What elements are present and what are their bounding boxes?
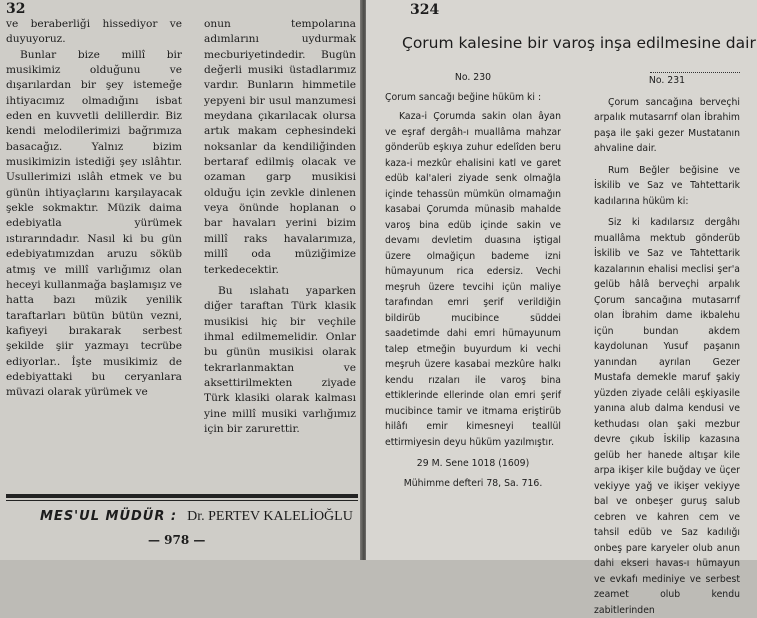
page-title: Çorum kalesine bir varoş inşa edilmesine dair	[402, 34, 756, 52]
editor-label: MES'UL MÜDÜR :	[40, 509, 178, 524]
footer-rule	[6, 494, 358, 498]
document-address: Çorum sancağı beğine hüküm ki :	[385, 91, 542, 103]
page-number: 32	[6, 1, 26, 17]
document-source: Mühimme defteri 78, Sa. 716.	[403, 477, 543, 489]
document-number: No. 231	[648, 75, 686, 86]
document-body: Siz ki kadılarsız dergâhı muallâma mektub gönderüb İskilib ve Saz ve Tahtettarik kazalarının ehalisi meclisi şer'a gelüb hâlâ berveçhi arpalık Çorum sancağına mutasarrıf olan İbrahim dame ikbalehu içün bundan akdem kaydolunan Yusuf paşanın yanından ayrılan Gezer Mustafa demekle maruf şakiy yüzden ziyade celâli eşkiyasile yanına alub dalma kendusi ve kethudası olan şaki mezbur devre çıkub İskilip kazasına gelüb her hanede altışar kile arpa ikişer kile buğday ve üçer vekiyye yağ ve ikişer vekiyye bal ve onbeşer guruş salub cebren ve kahren cem ve tahsil edüb ve Saz kadılığı onbeş pare karyeler olub anun dahi ekseri havas-ı hümayun ve evkafı mediniye ve serbest zeamet olub kendu zabitlerinden	[594, 217, 740, 616]
issue-page-number: — 978 —	[148, 533, 206, 547]
masthead	[40, 509, 353, 525]
left-page	[0, 0, 362, 560]
right-page	[366, 0, 757, 616]
document-body: Kaza-i Çorumda sakin olan âyan ve eşraf dergâh-ı muallâma mahzar gönderüb eşkıya zuhur edelîden beru kaza-i mezkûr ehalisini katl ve garet edüb kal'aleri ziyade senk olmağla içinde tehassün mümkün olmamağın kasabai Çorumda münasib mahalde varoş bina edüb içinde sakin ve devamı devletim duasına iştigal üzere olmağiçun bademe izni hümayunum rica edersiz. Vechi meşruh üzere tevcihi içün maliye tarafından emri şerif verildiğin bildirüb mucibince süddei saadetimde dahi emri hümayunum talep etmeğin buyurdum ki vechi meşruh üzere kasabai mezkûre halkı kendu rızaları ile varoş bina ettiklerinde ellerinde olan emri şerif mucibince tamir ve itmama eriştirüb hilâfı emir kimesneyi teallül ettirmiyesin deyu hüküm yazılmıştır.	[385, 111, 561, 448]
paragraph: ve beraberliği hissediyor ve duyuyoruz.	[6, 18, 182, 46]
document-231	[594, 73, 740, 618]
text-column-2	[204, 17, 356, 437]
paragraph: Bu ıslahatı yaparken diğer taraftan Türk klasik musikisi hiç bir veçhile ihmal edilmemelidir. Onlar bu günün musikisi olarak tekrarlanmaktan ve aksettirilmekten ziyade Türk klasiki olarak kalması yine millî musiki varlığımız için bir zarurettir.	[204, 284, 356, 435]
page-number: 324	[410, 2, 440, 18]
document-number: No. 230	[454, 72, 492, 83]
editor-name: Dr. PERTEV KALELİOĞLU	[187, 509, 353, 524]
paragraph: Bunlar bize millî bir musikimiz olduğunu ve dışarılardan bir şey istemeğe ihtiyacımız olmadığını isbat eden en kuvvetli delillerdir. Biz kendi melodilerimizi bağrımıza basacağız. Yalnız bizim musikimizin istediği şey ıslâhtır. Usullerimizi ıslâh etmek ve bu günün ihtiyaçlarını karşılayacak şekle sokmaktır. Müzik daima edebiyatla yürümek ıstırarındadır. Nasıl ki bu gün edebiyatımızdan aruzu söküb atmış ve millî varlığımız olan heceyi kullanmağa başlamışız ve hatta bazı müzik yenilik taraftarları bütün bütün vezni, kafiyeyi bırakarak serbest şekilde şiir yazmayı tecrübe ediyorlar.. İşte musikimiz de edebiyattaki bu ceryanlara müvazi olarak yürümek ve	[6, 48, 182, 399]
document-body: Çorum sancağına berveçhi arpalık mutasarrıf olan İbrahim paşa ile şaki gezer Mustatanın ahvaline dair.	[594, 96, 740, 154]
paragraph: onun tempolarına adımlarını uydurmak mecburiyetindedir. Bugün değerli musiki üstadlarımız vardır. Bunların himmetile yepyeni bir usul manzumesi meydana çıkarılacak olursa artık makam cephesindeki noksanlar da kendiliğinden bertaraf edilmiş olacak ve ozaman garp musikisi olduğu için zevkle dinlenen veya önünde hoplanan o bar havaları yerini bizim millî raks havalarımıza, millî oda müziğimize terkedecektir.	[204, 18, 356, 276]
footer-rule-thin	[6, 500, 358, 501]
document-230	[385, 70, 561, 491]
document-date: 29 M. Sene 1018 (1609)	[416, 458, 530, 469]
document-body: Rum Beğler beğisine ve İskilib ve Saz ve Tahtettarik kadılarına hüküm ki:	[594, 164, 740, 207]
text-column-1	[6, 17, 182, 401]
